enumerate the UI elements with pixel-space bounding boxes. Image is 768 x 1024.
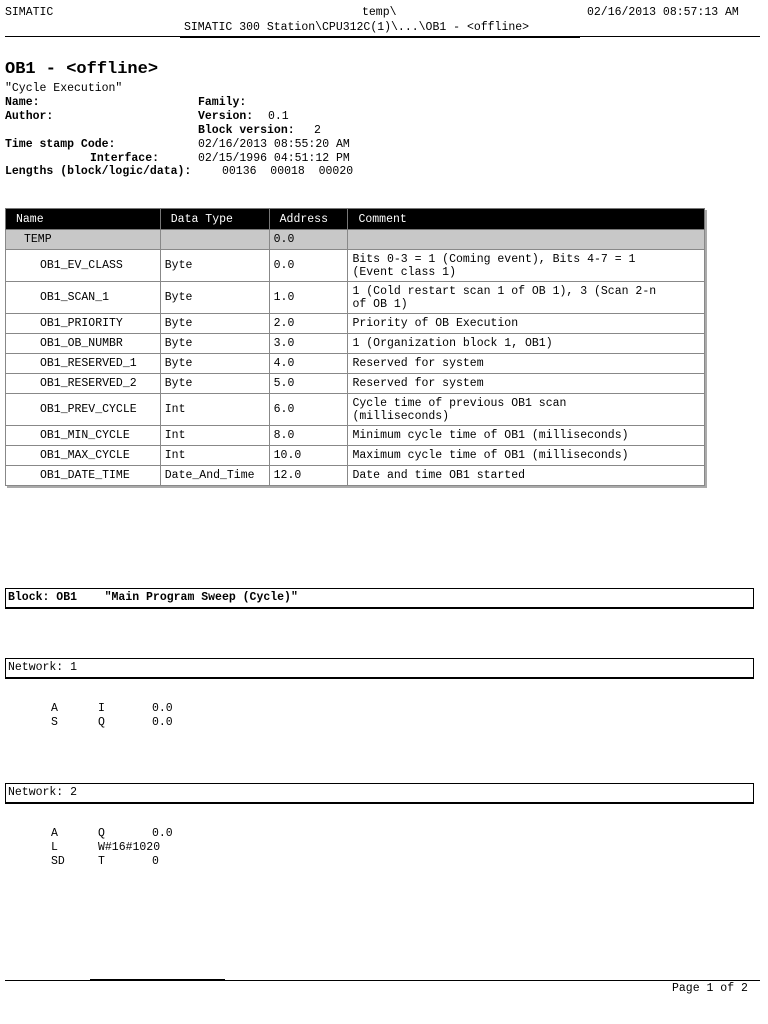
cell-comment: Priority of OB Execution (348, 314, 705, 334)
version-label: Version: (198, 110, 254, 123)
cell-type: Byte (160, 282, 269, 314)
cell-type (160, 230, 269, 250)
table-row (6, 282, 705, 314)
cell-comment: Minimum cycle time of OB1 (milliseconds) (348, 426, 705, 446)
header-datetime: 02/16/2013 08:57:13 AM (587, 6, 739, 19)
network-1-header: Network: 1 (5, 658, 754, 679)
cell-comment: Reserved for system (348, 354, 705, 374)
stl-op: L (51, 841, 58, 854)
cell-name: OB1_OB_NUMBR (6, 334, 161, 354)
block-header-box (5, 588, 754, 609)
cell-comment: Reserved for system (348, 374, 705, 394)
table-section-row-temp (6, 230, 705, 250)
block-version-value: 2 (314, 124, 321, 137)
family-label: Family: (198, 96, 247, 109)
column-header-address: Address (269, 209, 348, 230)
table-row (6, 466, 705, 486)
cell-address: 0.0 (269, 250, 348, 282)
footer-divider-accent (90, 979, 225, 980)
cell-type: Byte (160, 354, 269, 374)
stl-operand: I (98, 702, 105, 715)
timestamp-label: Time stamp Code: (5, 138, 116, 151)
stl-operand: Q (98, 716, 105, 729)
lengths-label: Lengths (block/logic/data): (5, 165, 192, 178)
column-header-name: Name (6, 209, 161, 230)
interface-label: Interface: (90, 152, 160, 165)
cell-type: Int (160, 446, 269, 466)
cell-comment: Maximum cycle time of OB1 (milliseconds) (348, 446, 705, 466)
cell-address: 8.0 (269, 426, 348, 446)
cell-address: 1.0 (269, 282, 348, 314)
table-row (6, 314, 705, 334)
table-row (6, 334, 705, 354)
cell-comment (348, 230, 705, 250)
cell-name: OB1_RESERVED_2 (6, 374, 161, 394)
timestamp-code-value: 02/16/2013 08:55:20 AM (198, 138, 350, 151)
cell-comment: 1 (Cold restart scan 1 of OB 1), 3 (Scan 2-n of OB 1) (348, 282, 705, 314)
cell-comment: Cycle time of previous OB1 scan (milliseconds) (348, 394, 705, 426)
version-value: 0.1 (268, 110, 289, 123)
block-comment: "Cycle Execution" (5, 82, 123, 95)
table-row (6, 354, 705, 374)
cell-address: 3.0 (269, 334, 348, 354)
stl-op: A (51, 827, 58, 840)
header-project-path: temp\ (362, 6, 397, 19)
stl-op: SD (51, 855, 65, 868)
header-divider-accent (180, 37, 580, 38)
cell-address: 12.0 (269, 466, 348, 486)
cell-comment: Bits 0-3 = 1 (Coming event), Bits 4-7 = 1 (Event class 1) (348, 250, 705, 282)
stl-operand: T (98, 855, 105, 868)
cell-address: 0.0 (269, 230, 348, 250)
stl-operand: W#16#1020 (98, 841, 161, 854)
cell-address: 5.0 (269, 374, 348, 394)
lengths-value: 00136 00018 00020 (222, 165, 354, 178)
table-row (6, 426, 705, 446)
table-row (6, 394, 705, 426)
timestamp-interface-value: 02/15/1996 04:51:12 PM (198, 152, 350, 165)
footer-divider (5, 980, 760, 981)
table-header-row (6, 209, 705, 230)
name-label: Name: (5, 96, 40, 109)
network-2-header: Network: 2 (5, 783, 754, 804)
column-header-comment: Comment (348, 209, 705, 230)
stl-address: 0.0 (152, 716, 173, 729)
stl-operand: Q (98, 827, 105, 840)
cell-name: OB1_MAX_CYCLE (6, 446, 161, 466)
cell-type: Byte (160, 314, 269, 334)
cell-comment: Date and time OB1 started (348, 466, 705, 486)
cell-name: OB1_PRIORITY (6, 314, 161, 334)
column-header-data-type: Data Type (160, 209, 269, 230)
cell-name: OB1_RESERVED_1 (6, 354, 161, 374)
cell-address: 6.0 (269, 394, 348, 426)
cell-name: OB1_MIN_CYCLE (6, 426, 161, 446)
block-title: OB1 - <offline> (5, 60, 159, 79)
cell-type: Int (160, 426, 269, 446)
table-row (6, 250, 705, 282)
variable-declaration-table (5, 208, 705, 486)
cell-address: 2.0 (269, 314, 348, 334)
stl-address: 0.0 (152, 702, 173, 715)
block-box-label: Block: OB1 (8, 591, 78, 604)
stl-op: A (51, 702, 58, 715)
cell-name: OB1_DATE_TIME (6, 466, 161, 486)
cell-type: Int (160, 394, 269, 426)
cell-type: Byte (160, 334, 269, 354)
cell-name: OB1_PREV_CYCLE (6, 394, 161, 426)
page-number: Page 1 of 2 (672, 982, 748, 995)
stl-op: S (51, 716, 58, 729)
table-row (6, 446, 705, 466)
cell-type: Byte (160, 374, 269, 394)
cell-type: Date_And_Time (160, 466, 269, 486)
cell-comment: 1 (Organization block 1, OB1) (348, 334, 705, 354)
block-box-title: "Main Program Sweep (Cycle)" (104, 591, 298, 604)
cell-type: Byte (160, 250, 269, 282)
cell-name: OB1_EV_CLASS (6, 250, 161, 282)
header-app-name: SIMATIC (5, 6, 54, 19)
cell-name: TEMP (6, 230, 161, 250)
header-station-path: SIMATIC 300 Station\CPU312C(1)\...\OB1 - <offline> (184, 21, 530, 34)
author-label: Author: (5, 110, 54, 123)
cell-name: OB1_SCAN_1 (6, 282, 161, 314)
stl-address: 0.0 (152, 827, 173, 840)
stl-address: 0 (152, 855, 159, 868)
cell-address: 10.0 (269, 446, 348, 466)
cell-address: 4.0 (269, 354, 348, 374)
block-version-label: Block version: (198, 124, 295, 137)
table-row (6, 374, 705, 394)
